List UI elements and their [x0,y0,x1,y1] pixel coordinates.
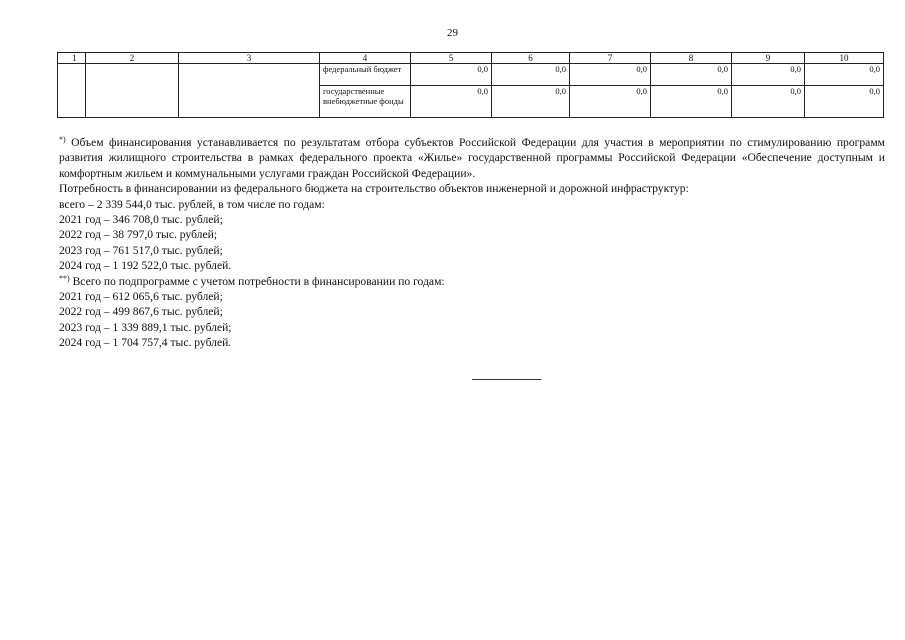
table-cell-value: 0,0 [492,86,570,118]
program-year-line: 2021 год – 612 065,6 тыс. рублей; [59,290,223,304]
financing-table [57,52,884,118]
column-header: 1 [58,53,86,64]
footnote-2 [59,274,885,289]
column-header: 7 [570,53,651,64]
table-cell-value: 0,0 [492,64,570,86]
column-header: 8 [651,53,732,64]
column-header: 3 [179,53,320,64]
column-header: 9 [732,53,805,64]
footnote-1-mark: *) [59,135,66,144]
federal-year-line: 2021 год – 346 708,0 тыс. рублей; [59,213,223,227]
table-cell-value: 0,0 [570,86,651,118]
program-year-line: 2022 год – 499 867,6 тыс. рублей; [59,305,223,319]
column-header: 5 [411,53,492,64]
program-year-line: 2023 год – 1 339 889,1 тыс. рублей; [59,320,232,334]
end-divider [472,379,541,380]
federal-year-line: 2023 год – 761 517,0 тыс. рублей; [59,243,223,257]
table-cell [86,64,179,118]
column-header: 2 [86,53,179,64]
table-cell-value: 0,0 [805,64,884,86]
federal-year-line: 2022 год – 38 797,0 тыс. рублей; [59,228,218,242]
footnote-2-text: Всего по подпрограмме с учетом потребности в финансировании по годам: [69,274,445,288]
footnote-1 [59,135,885,181]
table-cell-value: 0,0 [651,86,732,118]
table-cell-value: 0,0 [732,86,805,118]
funding-source-label: государственные внебюджетные фонды [320,86,411,118]
federal-total-line: всего – 2 339 544,0 тыс. рублей, в том числе по годам: [59,197,325,211]
table-cell-value: 0,0 [805,86,884,118]
table-cell-value: 0,0 [411,64,492,86]
federal-need-line: Потребность в финансировании из федерального бюджета на строительство объектов инженерной и дорожной инфраструктур: [59,182,689,196]
column-header: 4 [320,53,411,64]
footnote-1-text: Объем финансирования устанавливается по результатам отбора субъектов Российской Федерации для участия в мероприятии по стимулированию программ развития жилищного строительства в рамках федерального проекта «Жилье» государственной программы Российской Федерации «Обеспечение доступным и комфортным жильем и коммунальными услугами граждан Российской Федерации». [59,136,885,180]
table-header-row [58,53,884,64]
table-cell-value: 0,0 [411,86,492,118]
page-number: 29 [447,27,458,39]
program-year-line: 2024 год – 1 704 757,4 тыс. рублей. [59,336,232,350]
footnote-2-mark: **) [59,273,70,283]
column-header: 6 [492,53,570,64]
table-cell-value: 0,0 [570,64,651,86]
table-cell [58,64,86,118]
column-header: 10 [805,53,884,64]
table-row [58,64,884,86]
funding-source-label: федеральный бюджет [320,64,411,86]
footnotes-section [59,135,885,351]
federal-year-line: 2024 год – 1 192 522,0 тыс. рублей. [59,259,232,273]
table-cell-value: 0,0 [732,64,805,86]
table-cell-value: 0,0 [651,64,732,86]
table-cell [179,64,320,118]
